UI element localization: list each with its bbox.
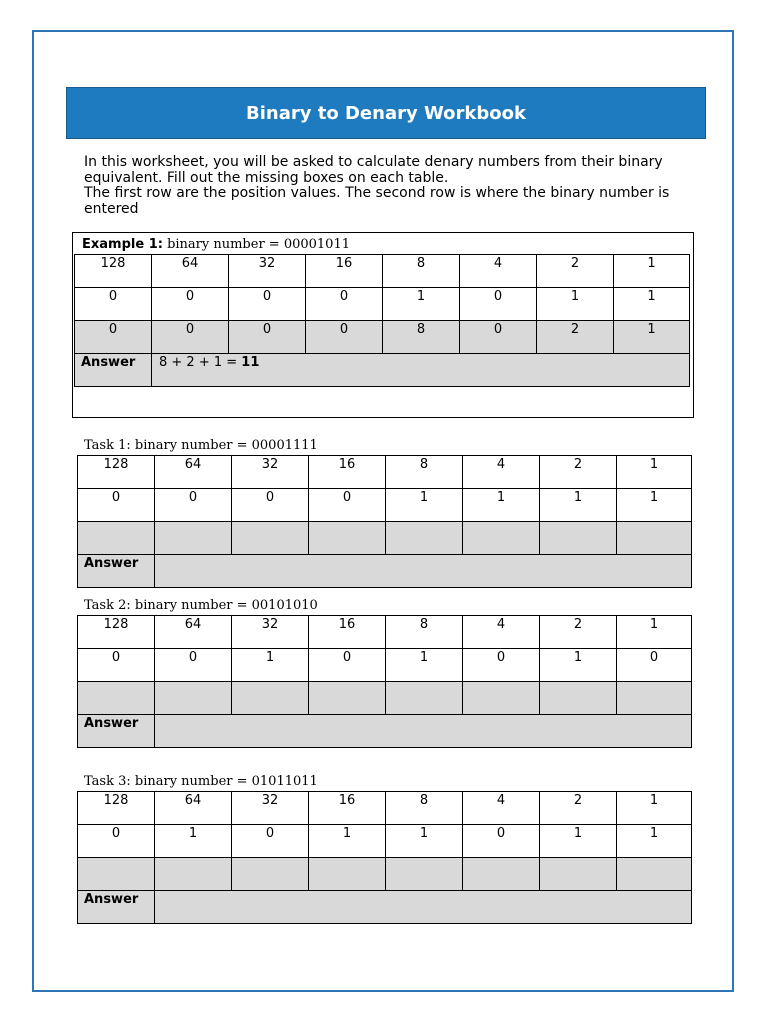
position-cell: 16 — [309, 456, 386, 489]
title-bar — [66, 87, 706, 139]
position-cell: 16 — [309, 792, 386, 825]
position-cell: 4 — [463, 616, 540, 649]
intro-paragraph-1: In this worksheet, you will be asked to calculate denary numbers from their binary equivalent. Fill out the missing boxes on each table. — [84, 154, 663, 186]
position-cell: 32 — [232, 456, 309, 489]
position-cell: 2 — [540, 456, 617, 489]
position-cell: 32 — [232, 792, 309, 825]
value-cell: 0 — [229, 321, 306, 354]
binary-cell: 1 — [232, 649, 309, 682]
position-cell: 1 — [617, 792, 692, 825]
answer-label: Answer — [78, 715, 155, 748]
intro-text — [84, 155, 694, 217]
position-cell: 64 — [155, 456, 232, 489]
position-cell: 128 — [78, 792, 155, 825]
binary-cell: 0 — [463, 649, 540, 682]
value-input-cell[interactable] — [617, 858, 692, 891]
value-input-cell[interactable] — [309, 858, 386, 891]
binary-cell: 0 — [460, 288, 537, 321]
binary-cell: 0 — [309, 489, 386, 522]
position-cell: 64 — [155, 792, 232, 825]
value-input-cell[interactable] — [617, 522, 692, 555]
binary-cell: 0 — [232, 489, 309, 522]
task-2-table — [77, 615, 692, 748]
task-2-caption: Task 2: binary number = 00101010 — [84, 598, 318, 613]
binary-cell: 1 — [540, 825, 617, 858]
intro-paragraph-2: The first row are the position values. The second row is where the binary number is entered — [84, 185, 670, 217]
binary-cell: 1 — [540, 649, 617, 682]
value-input-cell[interactable] — [232, 682, 309, 715]
value-cell: 0 — [306, 321, 383, 354]
answer-row — [78, 555, 692, 588]
position-cell: 16 — [306, 255, 383, 288]
position-cell: 8 — [386, 456, 463, 489]
position-cell: 128 — [75, 255, 152, 288]
example-caption-text: binary number = 00001011 — [162, 237, 350, 252]
binary-cell: 1 — [155, 825, 232, 858]
value-input-cell[interactable] — [78, 522, 155, 555]
binary-row — [75, 288, 690, 321]
task-1-caption: Task 1: binary number = 00001111 — [84, 438, 318, 453]
position-cell: 4 — [463, 456, 540, 489]
binary-cell: 1 — [386, 489, 463, 522]
value-row — [75, 321, 690, 354]
binary-row — [78, 489, 692, 522]
answer-row — [78, 891, 692, 924]
binary-cell: 1 — [537, 288, 614, 321]
position-cell: 64 — [155, 616, 232, 649]
value-input-cell[interactable] — [463, 682, 540, 715]
answer-row — [75, 354, 690, 387]
position-row — [78, 616, 692, 649]
example-caption — [82, 237, 350, 252]
position-cell: 4 — [460, 255, 537, 288]
position-cell: 16 — [309, 616, 386, 649]
binary-cell: 0 — [232, 825, 309, 858]
position-cell: 8 — [386, 616, 463, 649]
binary-cell: 1 — [617, 489, 692, 522]
binary-cell: 0 — [155, 649, 232, 682]
binary-cell: 0 — [155, 489, 232, 522]
value-cell: 2 — [537, 321, 614, 354]
binary-cell: 0 — [617, 649, 692, 682]
binary-cell: 1 — [614, 288, 690, 321]
position-cell: 4 — [463, 792, 540, 825]
binary-cell: 1 — [383, 288, 460, 321]
value-input-cell[interactable] — [463, 858, 540, 891]
value-row — [78, 522, 692, 555]
binary-cell: 0 — [309, 649, 386, 682]
example-lead: Example 1: — [82, 237, 163, 252]
value-input-cell[interactable] — [232, 522, 309, 555]
answer-cell[interactable] — [155, 891, 692, 924]
value-cell: 1 — [614, 321, 690, 354]
value-input-cell[interactable] — [617, 682, 692, 715]
binary-cell: 0 — [152, 288, 229, 321]
binary-cell: 1 — [386, 825, 463, 858]
value-input-cell[interactable] — [386, 858, 463, 891]
position-cell: 1 — [617, 456, 692, 489]
position-cell: 32 — [229, 255, 306, 288]
value-input-cell[interactable] — [540, 682, 617, 715]
value-input-cell[interactable] — [309, 522, 386, 555]
value-cell: 0 — [75, 321, 152, 354]
answer-cell[interactable] — [155, 715, 692, 748]
page-title: Binary to Denary Workbook — [246, 102, 526, 124]
answer-cell[interactable] — [152, 354, 690, 387]
binary-cell: 0 — [78, 489, 155, 522]
binary-cell: 0 — [306, 288, 383, 321]
position-cell: 1 — [614, 255, 690, 288]
binary-cell: 1 — [309, 825, 386, 858]
position-cell: 2 — [537, 255, 614, 288]
answer-label: Answer — [78, 891, 155, 924]
answer-label: Answer — [78, 555, 155, 588]
binary-row — [78, 649, 692, 682]
binary-cell: 1 — [540, 489, 617, 522]
position-cell: 2 — [540, 792, 617, 825]
value-input-cell[interactable] — [540, 858, 617, 891]
value-input-cell[interactable] — [463, 522, 540, 555]
answer-label: Answer — [75, 354, 152, 387]
binary-cell: 0 — [78, 825, 155, 858]
position-row — [75, 255, 690, 288]
task-3-table — [77, 791, 692, 924]
answer-row — [78, 715, 692, 748]
binary-cell: 0 — [78, 649, 155, 682]
value-input-cell[interactable] — [232, 858, 309, 891]
binary-cell: 1 — [386, 649, 463, 682]
example-table — [74, 254, 690, 387]
position-cell: 2 — [540, 616, 617, 649]
position-cell: 32 — [232, 616, 309, 649]
position-cell: 64 — [152, 255, 229, 288]
position-cell: 1 — [617, 616, 692, 649]
value-input-cell[interactable] — [78, 858, 155, 891]
value-input-cell[interactable] — [155, 682, 232, 715]
value-input-cell[interactable] — [309, 682, 386, 715]
position-row — [78, 792, 692, 825]
task-3-caption: Task 3: binary number = 01011011 — [84, 774, 318, 789]
position-cell: 128 — [78, 456, 155, 489]
position-row — [78, 456, 692, 489]
value-cell: 0 — [152, 321, 229, 354]
answer-expression: 8 + 2 + 1 = — [159, 355, 242, 370]
task-1-table — [77, 455, 692, 588]
value-cell: 8 — [383, 321, 460, 354]
binary-cell: 1 — [617, 825, 692, 858]
binary-cell: 0 — [463, 825, 540, 858]
position-cell: 8 — [386, 792, 463, 825]
binary-cell: 1 — [463, 489, 540, 522]
binary-cell: 0 — [229, 288, 306, 321]
value-input-cell[interactable] — [386, 682, 463, 715]
value-input-cell[interactable] — [386, 522, 463, 555]
binary-row — [78, 825, 692, 858]
position-cell: 8 — [383, 255, 460, 288]
binary-cell: 0 — [75, 288, 152, 321]
answer-cell[interactable] — [155, 555, 692, 588]
answer-result: 11 — [241, 355, 260, 370]
value-row — [78, 858, 692, 891]
value-input-cell[interactable] — [540, 522, 617, 555]
value-cell: 0 — [460, 321, 537, 354]
value-input-cell[interactable] — [155, 858, 232, 891]
position-cell: 128 — [78, 616, 155, 649]
value-input-cell[interactable] — [78, 682, 155, 715]
value-input-cell[interactable] — [155, 522, 232, 555]
value-row — [78, 682, 692, 715]
